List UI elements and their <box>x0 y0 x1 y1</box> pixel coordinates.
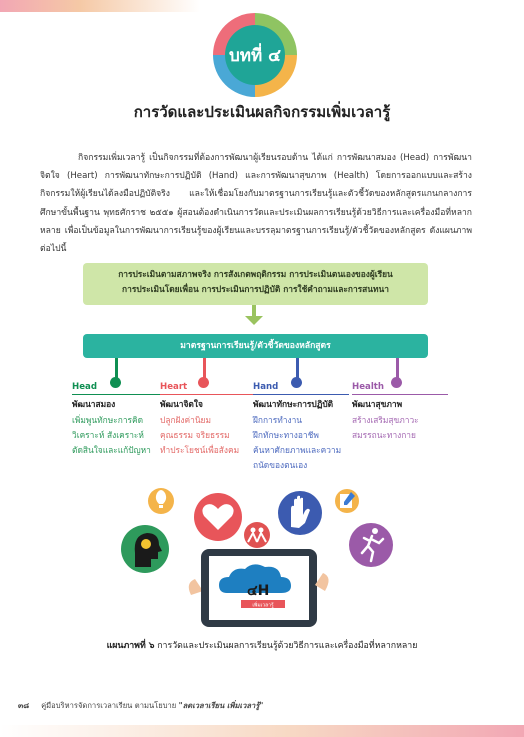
top-decor-stripe <box>0 0 200 12</box>
figure-caption <box>0 638 524 652</box>
heart-subtitle: พัฒนาจิตใจ <box>160 399 203 409</box>
cloud-label: ๔H <box>247 583 270 599</box>
hand-line: ถนัดของตนเอง <box>253 460 308 470</box>
hand-subtitle: พัฒนาทักษะการปฏิบัติ <box>253 399 334 409</box>
head-title: Head <box>72 382 97 392</box>
methods-line-2: การประเมินโดยเพื่อน การประเมินการปฏิบัติ การใช้คำถามและการสนทนา <box>122 284 389 294</box>
head-subtitle: พัฒนาสมอง <box>72 399 116 409</box>
health-subtitle: พัฒนาสุขภาพ <box>352 399 403 409</box>
health-column <box>352 382 444 443</box>
lightbulb-icon <box>148 488 174 514</box>
hand-line: ฝึกทักษะทางอาชีพ <box>253 430 319 440</box>
hand-line: ฝึกการทำงาน <box>253 415 302 425</box>
head-line: ตัดสินใจและแก้ปัญหา <box>72 445 151 455</box>
caption-text: การวัดและประเมินผลการเรียนรู้ด้วยวิธีการและเครื่องมือที่หลากหลาย <box>154 641 418 651</box>
chapter-badge-label: บทที่ ๔ <box>229 46 281 66</box>
hand-title: Hand <box>253 382 279 392</box>
heart-icon <box>194 493 242 541</box>
health-line: สมรรถนะทางกาย <box>352 430 416 440</box>
team-icon <box>244 522 270 548</box>
hand-icon <box>278 491 322 535</box>
four-h-illustration <box>115 483 405 633</box>
assessment-methods-box <box>83 263 428 305</box>
hand-column <box>253 382 351 473</box>
heart-line: ทำประโยชน์เพื่อสังคม <box>160 445 240 455</box>
footer-policy: "ลดเวลาเรียน เพิ่มเวลารู้" <box>178 701 264 710</box>
head-line: วิเคราะห์ สังเคราะห์ <box>72 430 144 440</box>
chapter-title: การวัดและประเมินผลกิจกรรมเพิ่มเวลารู้ <box>133 103 391 121</box>
heart-line: คุณธรรม จริยธรรม <box>160 430 230 440</box>
head-line: เพิ่มพูนทักษะการคิด <box>72 415 144 425</box>
brain-head-icon <box>121 525 169 573</box>
down-arrow-icon <box>245 316 263 325</box>
health-line: สร้างเสริมสุขภาวะ <box>352 415 419 425</box>
heart-column <box>160 382 252 458</box>
intro-paragraph: กิจกรรมเพิ่มเวลารู้ เป็นกิจกรรมที่ต้องการพัฒนาผู้เรียนรอบด้าน ได้แก่ การพัฒนาสมอง (Head) การพัฒนาจิตใจ (Heart) การพัฒนาทักษะการปฏิบัติ (Hand) และการพัฒนาสุขภาพ (Health) โดยการออกแบบและสร้างกิจกรรมให้ผู้เรียนได้ลงมือปฏิบัติจริง และให้เชื่อมโยงกับมาตรฐานการเรียนรู้และตัวชี้วัดของหลักสูตรแกนกลางการศึกษาขั้นพื้นฐาน พุทธศักราช ๒๕๕๑ ผู้สอนต้องดำเนินการวัดและประเมินผลการเรียนรู้ด้วยวิธีการและเครื่องมือที่หลากหลาย เพื่อเป็นข้อมูลในการพัฒนาการเรียนรู้ของผู้เรียนและบรรลุมาตรฐานการเรียนรู้/ตัวชี้วัดของหลักสูตร ดังแผนภาพต่อไปนี้ <box>40 153 472 255</box>
caption-label: แผนภาพที่ ๖ <box>106 641 155 651</box>
pencil-note-icon <box>335 489 359 513</box>
methods-line-1: การประเมินตามสภาพจริง การสังเกตพฤติกรรม การประเมินตนเองของผู้เรียน <box>118 269 393 279</box>
health-title: Health <box>352 382 384 392</box>
page-number: ๓๘ <box>18 701 30 710</box>
page-footer <box>18 700 418 712</box>
footer-text: คู่มือบริหารจัดการเวลาเรียน ตามนโยบาย <box>41 701 179 710</box>
heart-title: Heart <box>160 382 188 392</box>
hand-line: ค้นหาศักยภาพและความ <box>253 445 342 455</box>
heart-line: ปลูกฝังค่านิยม <box>160 415 211 425</box>
head-column <box>72 382 164 458</box>
runner-icon <box>349 523 393 567</box>
standards-bar: มาตรฐานการเรียนรู้/ตัวชี้วัดของหลักสูตร <box>83 334 428 358</box>
cloud-sublabel: เพิ่มเวลารู้ <box>252 602 274 609</box>
bottom-decor-stripe <box>0 725 524 737</box>
